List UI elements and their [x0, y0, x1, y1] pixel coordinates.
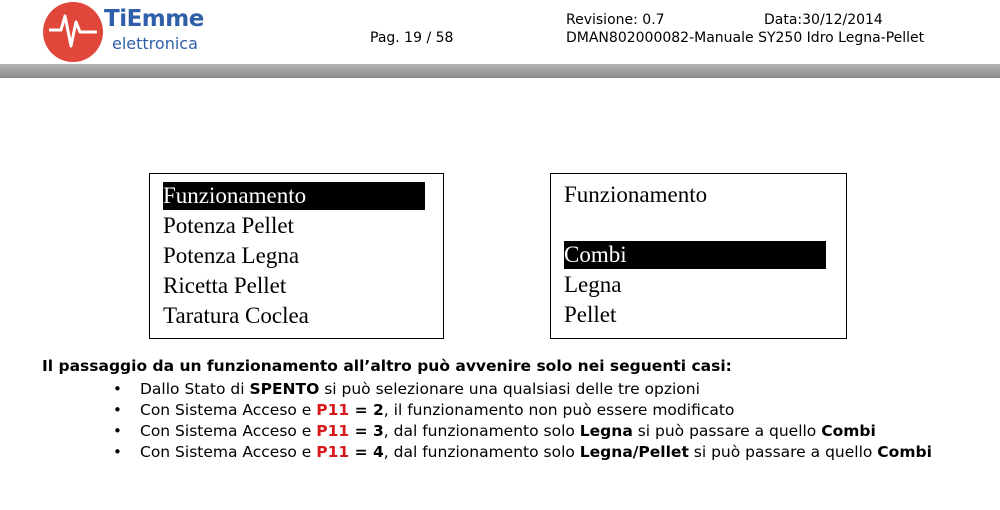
display-menu-funzionamento — [550, 173, 847, 339]
bullet-icon: • — [113, 401, 122, 419]
header-divider-bar — [0, 64, 1000, 78]
logo-subtitle: elettronica — [112, 34, 198, 53]
menu-item-potenza-pellet[interactable]: Potenza Pellet — [163, 213, 294, 238]
option-pellet[interactable]: Pellet — [564, 302, 617, 327]
page-header — [0, 0, 1000, 64]
document-reference: DMAN802000082-Manuale SY250 Idro Legna-Pellet — [566, 30, 925, 46]
option-combi[interactable]: Combi — [564, 241, 826, 269]
menu-item-ricetta-pellet[interactable]: Ricetta Pellet — [163, 273, 287, 298]
list-item-text: Dallo Stato di SPENTO si può selezionare una qualsiasi delle tre opzioni — [140, 380, 700, 398]
display-menu-main — [149, 173, 444, 339]
menu-item-potenza-legna[interactable]: Potenza Legna — [163, 243, 300, 268]
submenu-title: Funzionamento — [564, 182, 708, 207]
page-number: Pag. 19 / 58 — [370, 30, 454, 46]
tiemme-logo-icon — [43, 2, 103, 62]
section-heading: Il passaggio da un funzionamento all’altro può avvenire solo nei seguenti casi: — [42, 357, 732, 375]
document-date: Data:30/12/2014 — [764, 12, 883, 28]
list-item-text: Con Sistema Acceso e P11 = 3, dal funzionamento solo Legna si può passare a quello Combi — [140, 422, 876, 440]
revision: Revisione: 0.7 — [566, 12, 665, 28]
list-item-text: Con Sistema Acceso e P11 = 4, dal funzionamento solo Legna/Pellet si può passare a quello Combi — [140, 443, 932, 461]
menu-item-funzionamento[interactable]: Funzionamento — [163, 182, 425, 210]
bullet-icon: • — [113, 443, 122, 461]
bullet-icon: • — [113, 380, 122, 398]
option-legna[interactable]: Legna — [564, 272, 622, 297]
bullet-icon: • — [113, 422, 122, 440]
list-item-text: Con Sistema Acceso e P11 = 2, il funzionamento non può essere modificato — [140, 401, 735, 419]
menu-item-taratura-coclea[interactable]: Taratura Coclea — [163, 303, 309, 328]
logo-name: TiEmme — [104, 6, 204, 32]
